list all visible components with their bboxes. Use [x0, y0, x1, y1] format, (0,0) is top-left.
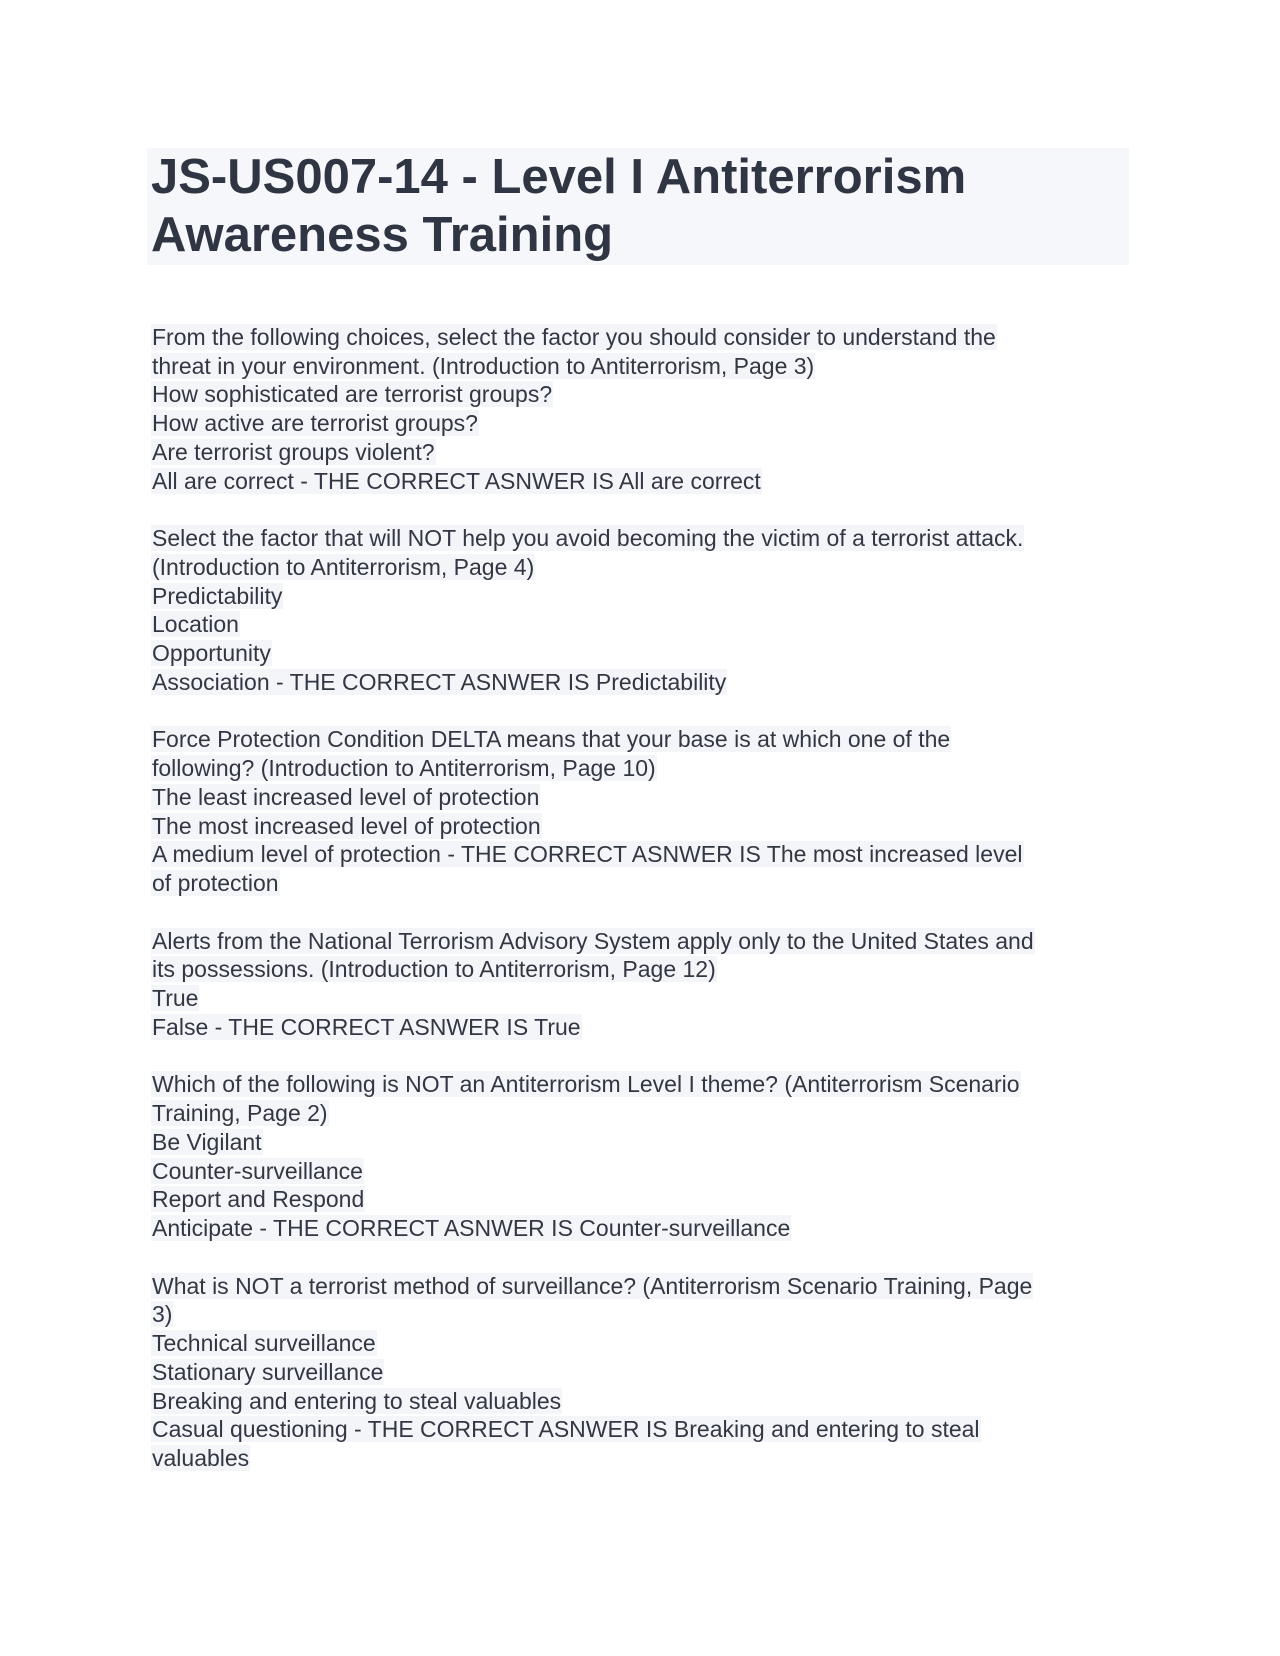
title-line: Awareness Training — [151, 208, 614, 262]
text-line: Alerts from the National Terrorism Advisory System apply only to the United States and — [152, 927, 1034, 954]
text-line: From the following choices, select the factor you should consider to understand the — [152, 324, 996, 350]
text-line: 3) — [152, 1301, 173, 1328]
answer-option: Counter-surveillance — [152, 1157, 363, 1184]
answer-option: A medium level of protection - THE CORRECT ASNWER IS The most increased level — [152, 841, 1023, 868]
answer-option: All are correct - THE CORRECT ASNWER IS All are correct — [152, 467, 761, 494]
answer-option: Be Vigilant — [152, 1128, 262, 1155]
answer-option: Report and Respond — [152, 1186, 365, 1213]
question-block — [151, 524, 1131, 696]
answer-option: Technical surveillance — [152, 1330, 376, 1357]
text-line: Which of the following is NOT an Antiterrorism Level I theme? (Antiterrorism Scenario — [152, 1071, 1020, 1098]
answer-option: How sophisticated are terrorist groups? — [152, 381, 553, 408]
question-block — [151, 927, 1131, 1042]
text-line: its possessions. (Introduction to Antiterrorism, Page 12) — [152, 956, 716, 983]
answer-option: How active are terrorist groups? — [152, 410, 478, 437]
answer-option: Anticipate - THE CORRECT ASNWER IS Counter-surveillance — [152, 1214, 791, 1241]
answer-option: Association - THE CORRECT ASNWER IS Predictability — [152, 668, 727, 695]
question-block — [151, 323, 1131, 495]
answer-option: Location — [152, 611, 239, 638]
text-line: following? (Introduction to Antiterrorism, Page 10) — [152, 755, 656, 782]
answer-option: Casual questioning - THE CORRECT ASNWER IS Breaking and entering to steal — [152, 1416, 980, 1443]
answer-option: Stationary surveillance — [152, 1358, 384, 1385]
title-line: JS-US007-14 - Level I Antiterrorism — [151, 150, 967, 204]
answer-option: valuables — [152, 1444, 250, 1471]
answer-option: Predictability — [152, 582, 283, 609]
answer-option: False - THE CORRECT ASNWER IS True — [152, 1013, 581, 1040]
answer-option: The most increased level of protection — [152, 812, 541, 839]
text-line: (Introduction to Antiterrorism, Page 4) — [152, 553, 535, 580]
text-line: Training, Page 2) — [152, 1100, 328, 1127]
answer-option: The least increased level of protection — [152, 783, 540, 810]
answer-option: True — [152, 985, 199, 1012]
text-line: What is NOT a terrorist method of surveillance? (Antiterrorism Scenario Training, Page — [152, 1272, 1033, 1299]
answer-option: Are terrorist groups violent? — [152, 438, 435, 465]
question-block — [151, 725, 1131, 897]
question-block — [151, 1070, 1131, 1242]
answer-option: of protection — [152, 869, 279, 896]
question-list — [151, 323, 1131, 1502]
answer-option: Breaking and entering to steal valuables — [152, 1387, 562, 1414]
text-line: Select the factor that will NOT help you avoid becoming the victim of a terrorist attack. — [152, 525, 1024, 552]
answer-option: Opportunity — [152, 640, 271, 667]
text-line: threat in your environment. (Introduction to Antiterrorism, Page 3) — [152, 352, 815, 379]
document-title — [147, 148, 1129, 265]
question-block — [151, 1272, 1131, 1473]
text-line: Force Protection Condition DELTA means that your base is at which one of the — [152, 726, 951, 753]
